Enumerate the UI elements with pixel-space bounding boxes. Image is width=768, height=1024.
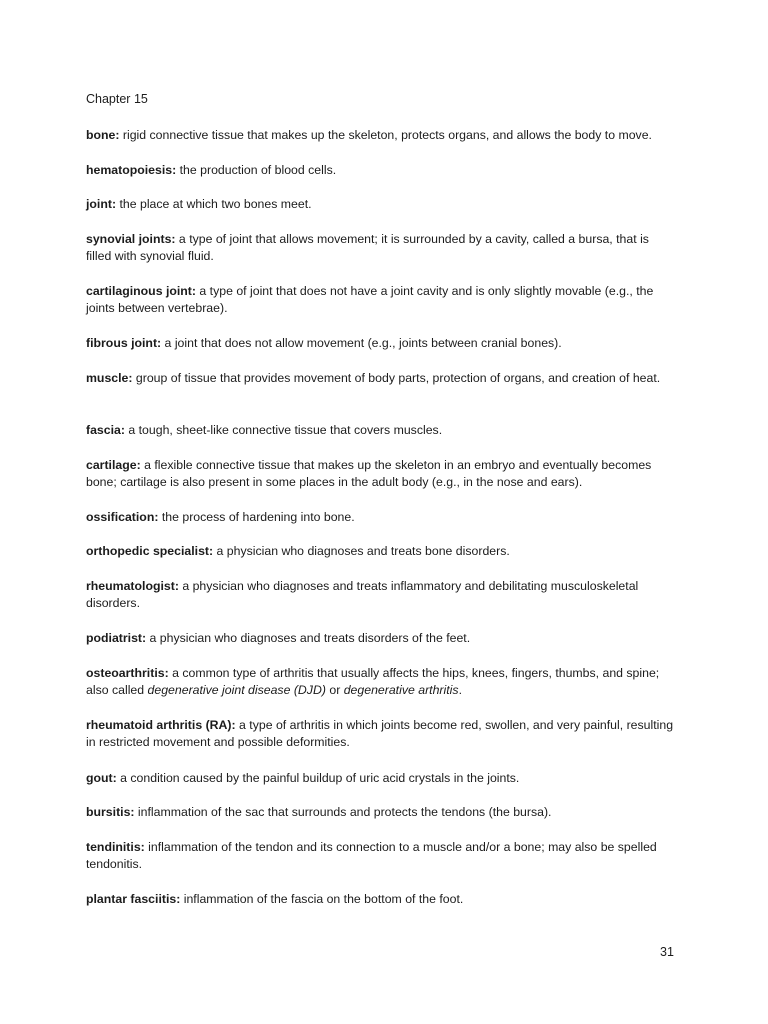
glossary-definition: a condition caused by the painful buildup of uric acid crystals in the joints. [116, 771, 520, 785]
glossary-definition: group of tissue that provides movement of body parts, protection of organs, and creation of heat. [132, 371, 661, 385]
glossary-term: hematopoiesis: [86, 163, 177, 177]
glossary-definition: a physician who diagnoses and treats bone disorders. [213, 544, 510, 558]
glossary-entry-orthopedic-specialist [86, 543, 676, 560]
glossary-entry-cartilage [86, 457, 676, 491]
glossary-term: tendinitis: [86, 840, 145, 854]
glossary-term: joint: [86, 197, 117, 211]
glossary-ending: . [458, 683, 462, 697]
glossary-term: podiatrist: [86, 631, 147, 645]
glossary-term: ossification: [86, 510, 159, 524]
glossary-term: cartilaginous joint: [86, 284, 196, 298]
glossary-term: cartilage: [86, 458, 141, 472]
glossary-definition: the place at which two bones meet. [116, 197, 312, 211]
glossary-definition: a common type of arthritis that usually affects the hips, knees, fingers, thumbs, and spine; also called [86, 666, 660, 697]
glossary-entry-rheumatologist [86, 578, 676, 612]
glossary-entry-fascia [86, 422, 676, 439]
glossary-entry-gout [86, 770, 676, 787]
glossary-definition: inflammation of the fascia on the bottom of the foot. [180, 892, 464, 906]
glossary-definition: a physician who diagnoses and treats inflammatory and debilitating musculoskeletal disorders. [86, 579, 639, 610]
glossary-term: fibrous joint: [86, 336, 162, 350]
glossary-term: osteoarthritis: [86, 666, 169, 680]
glossary-definition: a flexible connective tissue that makes up the skeleton in an embryo and eventually becomes bone; cartilage is also present in some places in the adult body (e.g., in the nose and ears). [86, 458, 652, 489]
glossary-entry-synovial-joints [86, 231, 676, 265]
glossary-term: bone: [86, 128, 120, 142]
glossary-definition: inflammation of the sac that surrounds and protects the tendons (the bursa). [134, 805, 552, 819]
glossary-term: orthopedic specialist: [86, 544, 214, 558]
glossary-term: gout: [86, 771, 117, 785]
glossary-term: fascia: [86, 423, 125, 437]
glossary-definition: inflammation of the tendon and its connection to a muscle and/or a bone; may also be spelled tendonitis. [86, 840, 657, 871]
glossary-entry-bursitis [86, 804, 676, 821]
glossary-alt-name: degenerative arthritis [343, 683, 459, 697]
glossary-term: rheumatologist: [86, 579, 179, 593]
glossary-entry-podiatrist [86, 630, 676, 647]
glossary-definition: a joint that does not allow movement (e.g., joints between cranial bones). [161, 336, 562, 350]
glossary-definition: a type of arthritis in which joints become red, swollen, and very painful, resulting in restricted movement and possible deformities. [86, 718, 674, 749]
glossary-entry-tendinitis [86, 839, 676, 873]
glossary-term: bursitis: [86, 805, 135, 819]
glossary-alt-name: degenerative joint disease (DJD) [147, 683, 326, 697]
glossary-entry-plantar-fasciitis [86, 891, 676, 908]
glossary-entry-muscle [86, 370, 676, 387]
glossary-definition: a type of joint that does not have a joint cavity and is only slightly movable (e.g., the joints between vertebrae). [86, 284, 654, 315]
glossary-term: synovial joints: [86, 232, 176, 246]
glossary-entry-joint [86, 196, 676, 213]
glossary-definition: a type of joint that allows movement; it is surrounded by a cavity, called a bursa, that is filled with synovial fluid. [86, 232, 649, 263]
glossary-entry-hematopoiesis [86, 162, 676, 179]
glossary-entry-rheumatoid-arthritis [86, 717, 676, 751]
glossary-term: muscle: [86, 371, 133, 385]
glossary-term: plantar fasciitis: [86, 892, 181, 906]
page-number: 31 [660, 945, 674, 959]
glossary-entry-ossification [86, 509, 676, 526]
glossary-entry-bone [86, 127, 676, 144]
glossary-term: rheumatoid arthritis (RA): [86, 718, 236, 732]
glossary-definition: rigid connective tissue that makes up the skeleton, protects organs, and allows the body to move. [119, 128, 652, 142]
glossary-entry-cartilaginous-joint [86, 283, 676, 317]
glossary-definition: a tough, sheet-like connective tissue that covers muscles. [124, 423, 443, 437]
glossary-definition: the process of hardening into bone. [158, 510, 355, 524]
glossary-definition: a physician who diagnoses and treats disorders of the feet. [146, 631, 471, 645]
glossary-connector: or [325, 683, 344, 697]
glossary-entry-fibrous-joint [86, 335, 676, 352]
glossary-entry-osteoarthritis [86, 665, 676, 699]
chapter-heading: Chapter 15 [86, 92, 148, 106]
glossary-definition: the production of blood cells. [176, 163, 337, 177]
